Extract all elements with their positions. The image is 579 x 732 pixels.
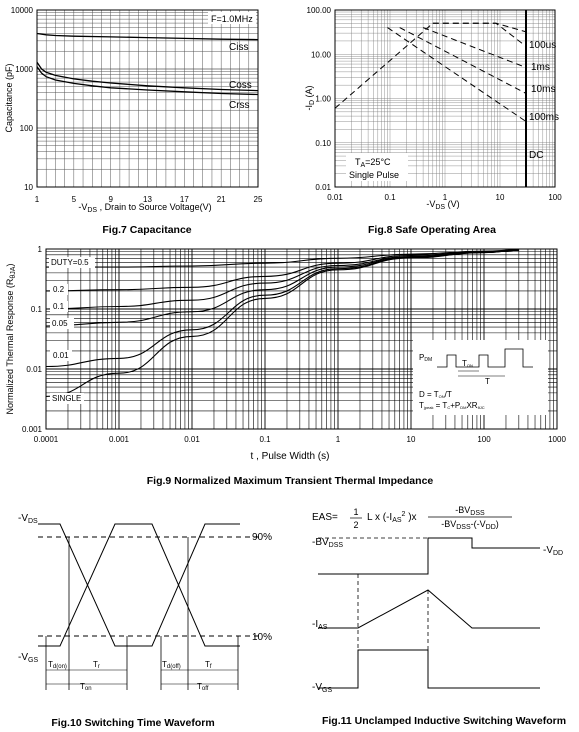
fig10-label-10pct: 10% (252, 632, 273, 643)
fig9-thermal-impedance-chart (5, 245, 566, 487)
fig8-y-tick-label: 0.10 (315, 138, 331, 148)
fig10-label-ton: Ton (80, 682, 92, 692)
fig11-frac2-num: $-BV_{DSS}$ (455, 505, 485, 517)
fig7-x-tick-label: 17 (179, 195, 189, 204)
fig9-xlabel: t , Pulse Width (s) (250, 451, 330, 462)
fig8-xlabel: $-V_{DS}$ (V) (426, 199, 460, 211)
fig9-label-duty05: DUTY=0.5 (51, 258, 89, 267)
fig8-label-100ms: 100ms (529, 112, 560, 123)
fig8-y-tick-label: 0.01 (315, 183, 331, 192)
fig8-x-tick-label: 0.1 (384, 193, 396, 202)
fig7-title: Fig.7 Capacitance (102, 224, 192, 236)
fig7-ylabel: Capacitance (pF) (4, 63, 14, 133)
fig8-y-tick-label: 1.00 (315, 94, 331, 104)
fig9-inset-t: T (485, 377, 490, 386)
fig9-x-tick-label: 0.0001 (33, 435, 59, 444)
fig8-x-tick-label: 100 (548, 193, 562, 202)
fig11-label-vdd: $-V_{DD}$ (543, 545, 564, 557)
fig8-x-tick-label: 0.01 (327, 193, 343, 202)
fig11-eas-prefix: EAS= (312, 512, 338, 523)
fig10-label-toff: Toff (197, 682, 209, 692)
fig9-inset-eq1: D = TON/T (419, 390, 452, 399)
fig11-frac-num: 1 (353, 507, 359, 517)
fig7-y-tick-label: 10000 (10, 6, 33, 15)
fig8-label-100us: 100us (529, 40, 557, 51)
fig9-x-tick-label: 0.001 (108, 435, 130, 444)
fig7-y-tick-label: 10 (24, 183, 33, 192)
fig9-inset-ton: TON (462, 359, 473, 368)
fig9-y-tick-label: 1 (37, 245, 42, 254)
fig9-label-005: 0.05 (52, 319, 68, 328)
fig7-x-tick-label: 13 (143, 195, 152, 204)
fig8-label-1ms: 1ms (531, 62, 550, 73)
fig9-title: Fig.9 Normalized Maximum Transient Thermal Impedance (146, 475, 434, 487)
fig7-x-tick-label: 1 (34, 195, 40, 204)
fig11-eas-mid: L x ($-I_{AS}^2$ )x (367, 511, 417, 524)
fig11-label-vgs: $-V_{GS}$ (312, 682, 333, 694)
fig8-annotation-ta: $T_A=25^\circ C$ (355, 157, 391, 169)
fig9-y-tick-label: 0.1 (30, 305, 42, 314)
fig7-x-tick-label: 5 (71, 195, 77, 204)
fig9-x-tick-label: 0.01 (184, 435, 200, 444)
fig9-inset-pdm: PDM (419, 353, 433, 363)
fig7-ticks (11, 6, 263, 204)
fig7-x-tick-label: 25 (253, 195, 263, 204)
fig9-inset-eq2: Tjpeak = TC+PDMXRθJC (419, 401, 485, 410)
fig9-x-tick-label: 1000 (548, 435, 566, 444)
fig11-vds-waveform (318, 538, 540, 574)
fig11-label-bvdss: $-BV_{DSS}$ (312, 537, 344, 549)
fig9-label-01: 0.1 (53, 302, 65, 311)
fig10-title: Fig.10 Switching Time Waveform (51, 717, 215, 729)
fig9-series-line (46, 250, 519, 309)
fig11-title: Fig.11 Unclamped Inductive Switching Waveform (321, 715, 567, 727)
fig8-y-tick-label: 10.00 (310, 50, 331, 60)
fig8-annotation-pulse: Single Pulse (349, 170, 400, 180)
fig10-label-vgs: $-V_{GS}$ (18, 652, 39, 664)
fig8-y-tick-label: 100.00 (306, 6, 331, 15)
fig11-ias-waveform (318, 590, 540, 628)
fig8-ticks (307, 6, 563, 202)
fig7-y-tick-label: 1000 (15, 65, 33, 74)
fig7-capacitance-chart (4, 6, 263, 236)
fig10-label-90pct: 90% (252, 532, 273, 543)
fig8-x-tick-label: 10 (495, 193, 505, 202)
fig8-series-line (388, 28, 527, 122)
fig10-switching-waveform (18, 513, 272, 729)
fig10-label-vds: $-V_{DS}$ (18, 513, 38, 525)
fig8-label-10ms: 10ms (531, 84, 556, 95)
fig11-uis-waveform (312, 505, 566, 727)
fig7-label-crss: Crss (229, 100, 250, 111)
fig8-series-line (335, 23, 433, 108)
fig9-label-001: 0.01 (53, 351, 69, 360)
fig8-title: Fig.8 Safe Operating Area (368, 224, 496, 236)
fig8-label-dc: DC (529, 150, 544, 161)
fig9-y-tick-label: 0.01 (26, 365, 42, 374)
fig9-x-tick-label: 1 (335, 435, 341, 444)
fig8-x-tick-label: 1 (442, 193, 448, 202)
fig9-inset-diagram (413, 340, 548, 415)
fig9-label-single: SINGLE (52, 394, 82, 403)
fig7-y-tick-label: 100 (19, 124, 33, 133)
fig9-x-tick-label: 0.1 (259, 435, 271, 444)
fig7-annotation: F=1.0MHz (211, 14, 253, 24)
fig10-label-tr: Tr (93, 660, 100, 670)
fig8-soa-chart (304, 6, 562, 236)
fig7-label-coss: Coss (229, 80, 252, 91)
fig9-y-tick-label: 0.001 (21, 425, 42, 434)
fig11-label-ias: $-I_{AS}$ (312, 619, 328, 631)
fig11-frac2-den: $-BV_{DSS}-(-V_{DD})$ (441, 519, 499, 531)
fig9-x-tick-label: 100 (477, 435, 491, 444)
fig10-label-tdoff: Td(off) (162, 660, 181, 670)
fig9-series-line (46, 250, 519, 291)
fig11-vgs-waveform (318, 650, 540, 688)
fig11-frac-den: 2 (353, 520, 359, 530)
fig7-xlabel: $-V_{DS}$ , Drain to Source Voltage(V) (78, 202, 212, 214)
fig10-label-tf: Tf (205, 660, 212, 670)
fig9-x-tick-label: 10 (406, 435, 416, 444)
fig10-label-tdon: Td(on) (48, 660, 67, 670)
fig7-x-tick-label: 21 (216, 195, 226, 204)
fig7-label-ciss: Ciss (229, 42, 249, 53)
fig7-x-tick-label: 9 (108, 195, 113, 204)
fig9-ylabel: Normalized Thermal Response $(R_{\theta JA})$ (5, 263, 17, 415)
fig8-series-line (433, 23, 526, 46)
fig9-label-02: 0.2 (53, 285, 65, 294)
fig8-ylabel: $-I_D$ (A) (304, 85, 316, 111)
